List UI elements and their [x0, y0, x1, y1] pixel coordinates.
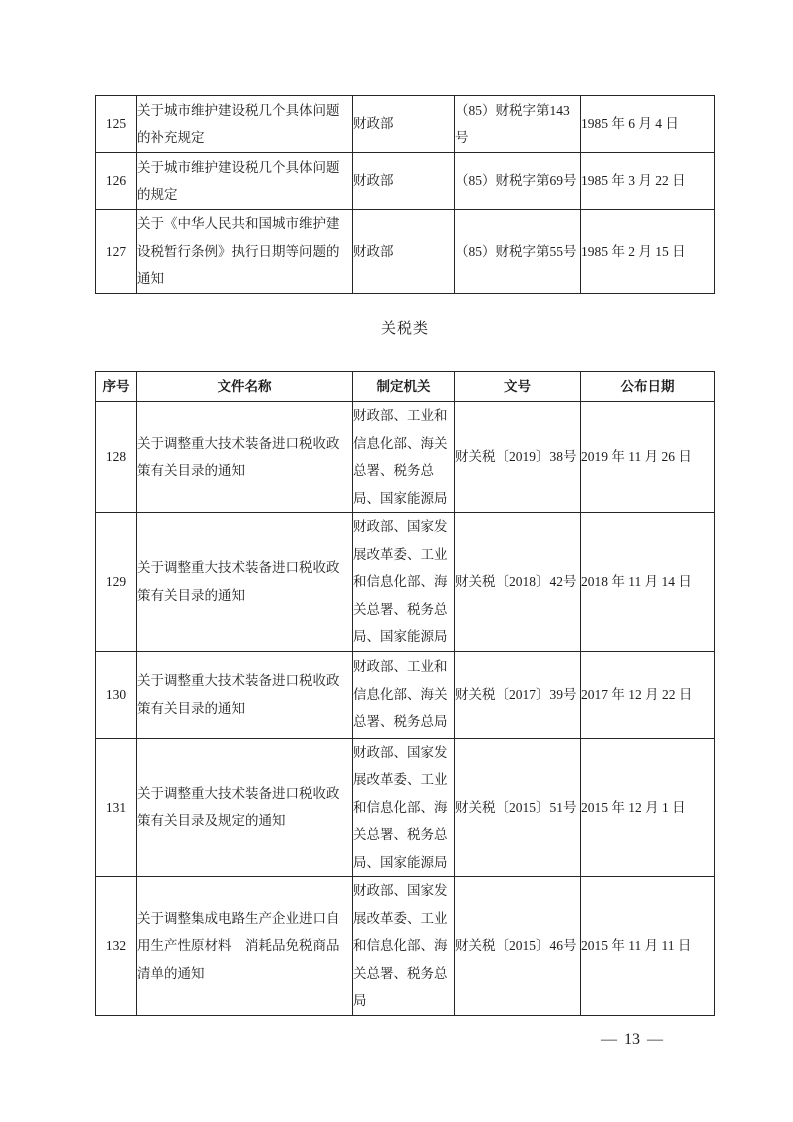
table-row [96, 513, 715, 652]
publish-date-cell: 2019 年 11 月 26 日 [581, 402, 715, 513]
row-number-cell: 132 [96, 877, 137, 1016]
table-row [96, 96, 715, 153]
row-number-cell: 129 [96, 513, 137, 652]
row-number-cell: 130 [96, 651, 137, 738]
row-number-cell: 125 [96, 96, 137, 153]
header-file-name: 文件名称 [137, 372, 353, 402]
agency-cell: 财政部 [353, 210, 455, 294]
table-row [96, 153, 715, 210]
header-row-number: 序号 [96, 372, 137, 402]
page-number [95, 1031, 715, 1049]
agency-cell: 财政部、工业和信息化部、海关总署、税务总局 [353, 651, 455, 738]
header-doc-number: 文号 [455, 372, 581, 402]
row-number-cell: 128 [96, 402, 137, 513]
file-name-cell: 关于《中华人民共和国城市维护建设税暂行条例》执行日期等问题的通知 [137, 210, 353, 294]
publish-date-cell: 2015 年 12 月 1 日 [581, 738, 715, 877]
file-name-cell: 关于调整重大技术装备进口税收政策有关目录及规定的通知 [137, 738, 353, 877]
agency-cell: 财政部、工业和信息化部、海关总署、税务总局、国家能源局 [353, 402, 455, 513]
table-row [96, 210, 715, 294]
doc-number-cell: 财关税〔2015〕51号 [455, 738, 581, 877]
file-name-cell: 关于调整集成电路生产企业进口自用生产性原材料 消耗品免税商品清单的通知 [137, 877, 353, 1016]
doc-number-cell: 财关税〔2017〕39号 [455, 651, 581, 738]
customs-tax-table [95, 371, 715, 1016]
agency-cell: 财政部、国家发展改革委、工业和信息化部、海关总署、税务总局 [353, 877, 455, 1016]
file-name-cell: 关于调整重大技术装备进口税收政策有关目录的通知 [137, 513, 353, 652]
doc-number-cell: （85）财税字第69号 [455, 153, 581, 210]
doc-number-cell: 财关税〔2015〕46号 [455, 877, 581, 1016]
row-number-cell: 126 [96, 153, 137, 210]
publish-date-cell: 2017 年 12 月 22 日 [581, 651, 715, 738]
footer-page-number: 13 [624, 1031, 640, 1048]
agency-cell: 财政部 [353, 153, 455, 210]
publish-date-cell: 1985 年 3 月 22 日 [581, 153, 715, 210]
agency-cell: 财政部、国家发展改革委、工业和信息化部、海关总署、税务总局、国家能源局 [353, 513, 455, 652]
publish-date-cell: 2015 年 11 月 11 日 [581, 877, 715, 1016]
file-name-cell: 关于调整重大技术装备进口税收政策有关目录的通知 [137, 402, 353, 513]
table-row [96, 651, 715, 738]
table-row [96, 738, 715, 877]
footer-right-dash: — [647, 1031, 663, 1048]
agency-cell: 财政部 [353, 96, 455, 153]
footer-left-dash: — [601, 1031, 617, 1048]
doc-number-cell: 财关税〔2019〕38号 [455, 402, 581, 513]
header-agency: 制定机关 [353, 372, 455, 402]
section-title: 关税类 [380, 321, 429, 337]
row-number-cell: 127 [96, 210, 137, 294]
file-name-cell: 关于调整重大技术装备进口税收政策有关目录的通知 [137, 651, 353, 738]
publish-date-cell: 1985 年 2 月 15 日 [581, 210, 715, 294]
table-row [96, 402, 715, 513]
file-name-cell: 关于城市维护建设税几个具体问题的规定 [137, 153, 353, 210]
table-header-row [96, 372, 715, 402]
city-tax-table-continued [95, 95, 715, 294]
row-number-cell: 131 [96, 738, 137, 877]
table-row [96, 877, 715, 1016]
doc-number-cell: 财关税〔2018〕42号 [455, 513, 581, 652]
publish-date-cell: 2018 年 11 月 14 日 [581, 513, 715, 652]
doc-number-cell: （85）财税字第143号 [455, 96, 581, 153]
file-name-cell: 关于城市维护建设税几个具体问题的补充规定 [137, 96, 353, 153]
header-publish-date: 公布日期 [581, 372, 715, 402]
publish-date-cell: 1985 年 6 月 4 日 [581, 96, 715, 153]
doc-number-cell: （85）财税字第55号 [455, 210, 581, 294]
agency-cell: 财政部、国家发展改革委、工业和信息化部、海关总署、税务总局、国家能源局 [353, 738, 455, 877]
